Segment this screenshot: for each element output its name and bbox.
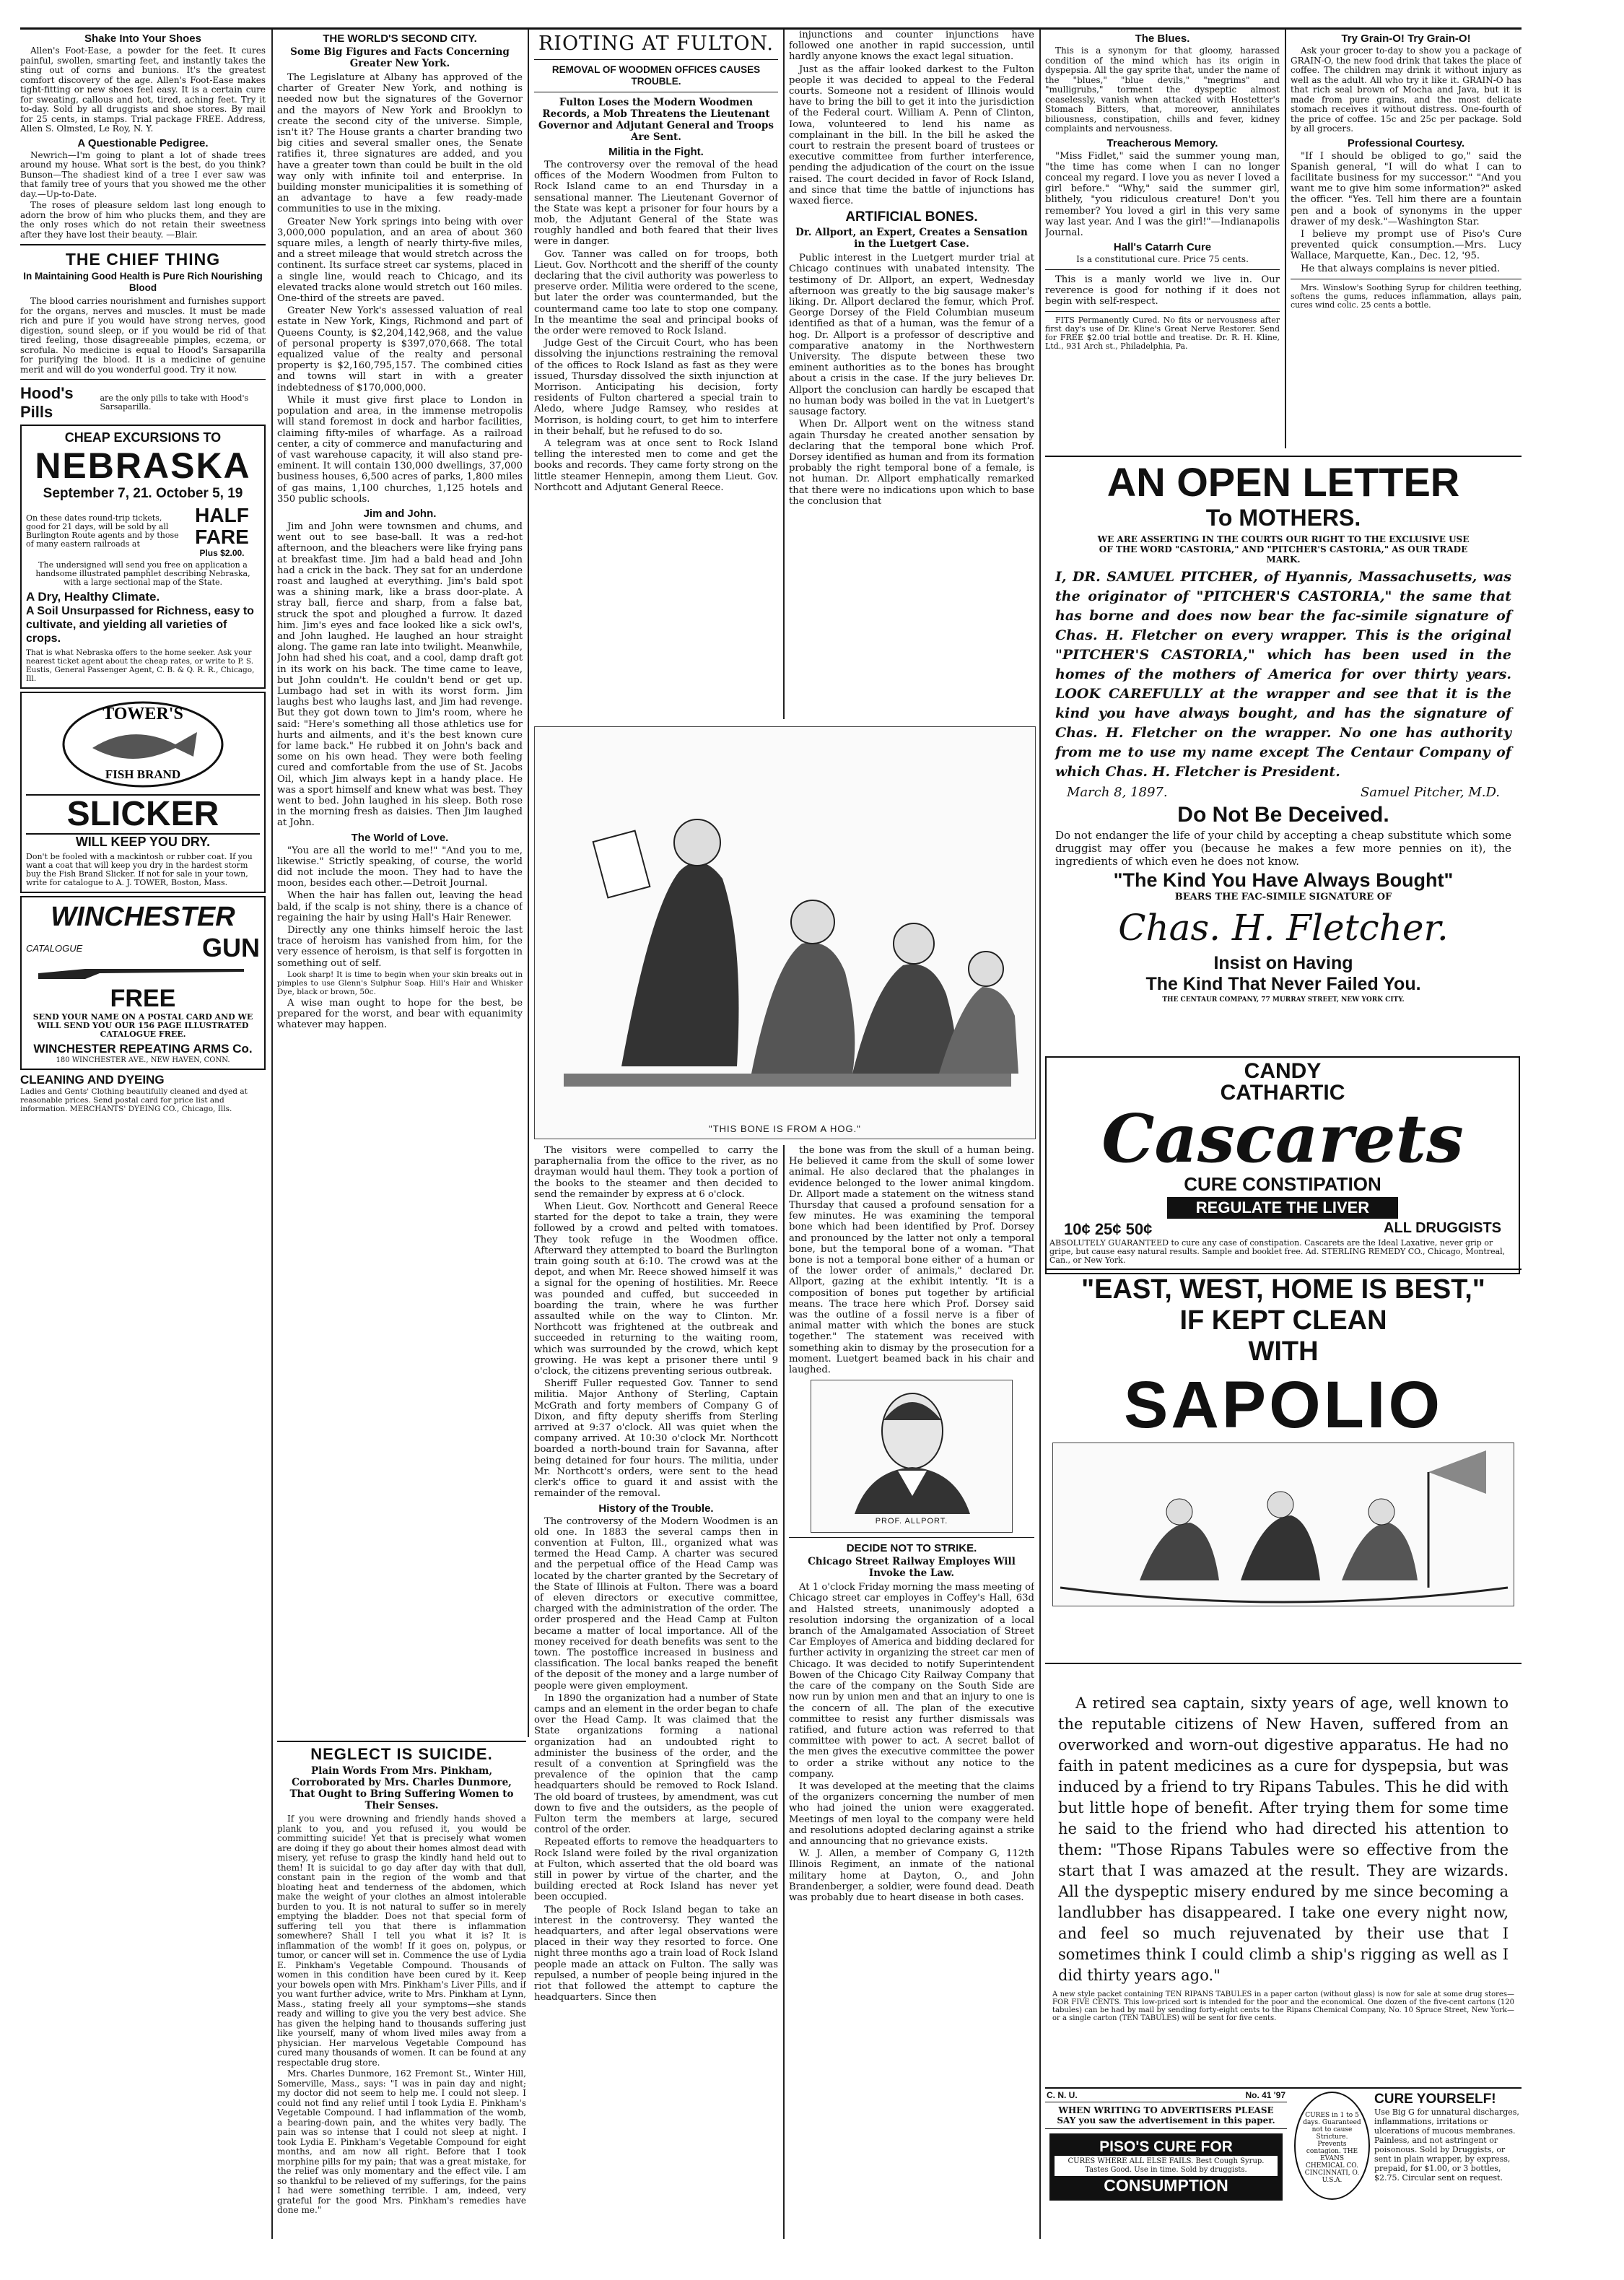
castoria-deceived: Do Not Be Deceived.: [1177, 803, 1389, 827]
winslow-text: Mrs. Winslow's Soothing Syrup for children teething, softens the gums, reduces inflammation, allays pain, cures wind colic. 25 cents a bottle.: [1291, 282, 1522, 310]
fulton-paragraph: The people of Rock Island began to take an interest in the controversy. They wanted the headquarters, and after legal observations were placed in their way they resorted to force. One night three months ago a train load of Rock Island people made an attack on Fulton. The sally was repulsed, a number of people being injured in the riot that followed the attempt to capture the headquarters. Since then: [534, 1904, 778, 2003]
fulton-paragraph: Judge Gest of the Circuit Court, who has been dissolving the injunctions restraining the removal of the offices to Rock Island as fast as they were issued, Thursday dissolved the sixth injunction at Morrison. Anticipating his decision, forty residents of Fulton chartered a special train to Aledo, where Judge Ramsey, who resides at Morrison, is holding court, to get him to interfere in their behalf, but he refused to do so.: [534, 338, 778, 437]
winchester-name: WINCHESTER: [51, 902, 235, 932]
cascarets-guarantee: ABSOLUTELY GUARANTEED to cure any case of constipation. Cascarets are the Ideal Laxative, never grip or gripe, but cause easy natural results. Sample and booklet free. Ad. STERLING REMEDY CO., Chicago, Montreal, Can., or New York.: [1049, 1238, 1506, 1265]
nebraska-soil: A Soil Unsurpassed for Richness, easy to cultivate, and yielding all varieties of crops.: [26, 605, 254, 645]
cure-yourself-text: Use Big G for unnatural discharges, inflammations, irritations or ulcerations of mucous membranes. Painless, and not astringent or poisonous. Sold by Druggists, or sent in plain wrapper, by express, prepaid, for $1.00, or 3 bottles, $2.75. Circular sent on request.: [1374, 2107, 1519, 2183]
slicker-title: SLICKER: [26, 794, 260, 835]
neglect-paragraph: Mrs. Charles Dunmore, 162 Fremont St., Winter Hill, Somerville, Mass., says: "I was in pain day and night; my doctor did not seem to help me. I could not sleep. I could not find any relief until I took Lydia E. Pinkham's Vegetable Compound. I had inflammation of the womb, a bearing-down pain, and the whites very badly. The pain was so intense that I could not sleep at night. I took Lydia E. Pinkham's Vegetable Compound for eight months, and am now all right. Before that I took morphine pills for my pain; that was a great mistake, for the relief was only momentary and the effect vile. I am so thankful to be relieved of my sufferings, for the pains I had were something terrible. I am, indeed, very grateful for the good Mrs. Pinkham's remedies have done me.": [277, 2068, 526, 2215]
column-5: [1045, 30, 1280, 448]
winchester-send: SEND YOUR NAME ON A POSTAL CARD AND WE WILL SEND YOU OUR 156 PAGE ILLUSTRATED CATALOGUE FREE.: [32, 1012, 253, 1039]
fulton-paragraph: The visitors were compelled to carry the paraphernalia from the office to the river, as no drayman would haul them. They took a portion of the books to the steamer and then decided to send the remainder by express at 6 o'clock.: [534, 1145, 778, 1200]
bones-paragraph: the bone was from the skull of a human being. He believed it came from the skull of some lower animal. He also declared that the phalanges in evidence belonged to the lower animal kingdom. Dr. Allport made a statement on the witness stand Thursday that caused a profound sensation for a few minutes. He was examining the temporal bone which had been identified by Prof. Dorsey and pronounced by the latter not only a temporal bone, but the temporal bone of a woman. "That bone is not a temporal bone either of a human or of the lower order of animals," declared Dr. Allport, gazing at the exhibit intently. "It is a composition of bones put together by artificial means. The trace here which Prof. Dorsey said was the outline of a fossil nerve is a fiber of animal matter with which the bones are stuck together." The statement was received with something akin to dismay by the prosecution for a moment. Luetgert beamed back in his chair and laughed.: [789, 1145, 1034, 1376]
sapolio-line1: "EAST, WEST, HOME IS BEST,": [1081, 1274, 1485, 1305]
nebraska-dates: September 7, 21. October 5, 19: [43, 486, 243, 501]
piso-consumption: CONSUMPTION: [1104, 2176, 1228, 2195]
fulton-paragraph: Gov. Tanner was called on for troops, both Lieut. Gov. Northcott and the sheriff of the county declaring that the civil authority was powerless to preserve order. Militia were ordered to the scene, but later the order was countermanded, but the countermand came too late to stop one company. In the meantime the seal and principal books of the order were removed to Rock Island.: [534, 248, 778, 337]
bones-paragraph: When Dr. Allport went on the witness stand again Thursday he created another sensation by declaring that the temporal bone which Prof. Dorsey identified as human and from its formation probably the right temporal bone of a female, is not human. Dr. Allport emphatically remarked that there were no indications upon which to base the conclusion that: [789, 419, 1034, 507]
winchester-free: FREE: [110, 985, 176, 1012]
castoria-assert: WE ARE ASSERTING IN THE COURTS OUR RIGHT TO THE EXCLUSIVE USE OF THE WORD "CASTORIA," AND "PITCHER'S CASTORIA," AS OUR TRADE MARK.: [1097, 534, 1470, 565]
column-4-top: [789, 30, 1034, 719]
hoods-pills-name: Hood's Pills: [20, 384, 74, 421]
pitied-text: He that always complains is never pitied.: [1301, 263, 1501, 274]
rifle-icon: [35, 963, 251, 982]
nebraska-half-note: On these dates round-trip tickets, good for 21 days, will be sold by all Burlington Route agents and by those of many eastern railroads at: [26, 513, 179, 549]
cleaning-text: Ladies and Gents' Clothing beautifully cleaned and dyed at reasonable prices. Send postal card for price list and information. MERCHANTS' DYEING CO., Chicago, Ills.: [20, 1087, 248, 1113]
fulton-paragraph: The controversy over the removal of the head offices of the Modern Woodmen from Fulton to Rock Island came to an end Thursday in a sensational manner. The Lieutenant Governor of the State was kept a prisoner for four hours by a mob, the Adjutant General of the State was roughly handled and both feared that their lives were in danger.: [534, 160, 778, 248]
fulton-sub2: Fulton Loses the Modern Woodmen Records, a Mob Threatens the Lieutenant Governor and Adjutant General and Troops Are Sent.: [538, 97, 774, 143]
neglect-sub: Plain Words From Mrs. Pinkham, Corroborated by Mrs. Charles Dunmore, That Ought to Bring Suffering Women to Their Senses.: [289, 1765, 514, 1811]
fulton-paragraph: The controversy of the Modern Woodmen is an old one. In 1883 the several camps then in convention at Fulton, Ill., organized what was termed the Head Camp. A charter was secured and the perpetual office of the Head Camp was located by the charter granted by the Secretary of the State of Illinois at Fulton. There was a board of eleven directors or executive committee, charged with the administration of the order. The order prospered and the Head Camp at Fulton became a matter of local importance. All of the money received for death benefits was sent to the town. The postoffice increased in business and classification. The local banks reaped the benefit of the deposit of the money and a large number of people were given employment.: [534, 1515, 778, 1692]
ripans-note: A new style packet containing TEN RIPANS TABULES in a paper carton (without glass) is now for sale at some drug stores—FOR FIVE CENTS. This low-priced sort is intended for the poor and the economical. One dozen of the five-cent cartons (120 tabules) can be had by mail by sending forty-eight cents to the Ripans Chemical Company, No. 10 Spruce Street, New York—or a single carton (TEN TABULES) will be sent for five cents.: [1052, 1990, 1514, 2022]
piso-sub: CURES WHERE ALL ELSE FAILS. Best Cough Syrup. Tastes Good. Use in time. Sold by druggists.: [1055, 2156, 1278, 2176]
sapolio-line2: IF KEPT CLEAN: [1179, 1305, 1387, 1336]
fulton-paragraph: In 1890 the organization had a number of State camps and an element in the order began to chafe over the Head Camp. It was claimed that the State organizations forming a national organization had an undoubted right to administer the business of the order, and the result of a convention at Springfield was the prevalence of the opinion that the camp headquarters should be removed to Rock Island. The old board of trustees, by amendment, was cut down to five and the outsiders, as the people of Fulton term the members at large, secured control of the order.: [534, 1692, 778, 1836]
column-rule: [783, 1145, 785, 2239]
piso-title: PISO'S CURE FOR: [1099, 2138, 1233, 2155]
cascarets-candy: CANDY: [1244, 1059, 1322, 1083]
city-sub: Some Big Figures and Facts Concerning Greater New York.: [290, 46, 510, 69]
shake-title: Shake Into Your Shoes: [84, 32, 201, 45]
sapolio-name: SAPOLIO: [1123, 1368, 1444, 1442]
winchester-ad: [20, 896, 266, 1070]
jim-text: Jim and John were townsmen and chums, and went out to see base-ball. It was a red-hot afternoon, and the bleachers were like frying pans at breakfast time. Jim had a bald head and John had a crick in the back. They sat for an underdone roast and laughed at everything. Jim's bald spot was a shining mark, like a brass door-plate. A stray ball, fierce and sharp, from a false bat, struck the spot and ploughed a furrow. It dazed him. Jim's eyes and face looked like a sick owl's, and John laughed. He laughed an hour straight along. The game ran late into twilight. Meanwhile, John had shed his coat, and a cool, damp draft got in its work on his back. The time came to leave, but John couldn't. He couldn't bend or get up. Lumbago had set in with its worst form. Jim laughs best who laughs last, and Jim had revenge. But they got down town to Jim's room, where he said: "Here's something all those athletics use for hurts and ailments, and it's the best known cure for lame back." He rubbed it on John's back and some on his own head. They were both feeling cured and comfortable from the use of St. Jacobs Oil, which Jim always kept in a handy place. He was a sport himself and knew what was best. They went to bed. John laughed in his sleep. Both rose in the morning fresh as daisies. Then Jim laughed at John.: [277, 521, 523, 829]
wise-text: A wise man ought to hope for the best, be prepared for the worst, and bear with equanimity whatever may happen.: [277, 997, 523, 1031]
cascarets-prices: 10¢ 25¢ 50¢: [1064, 1220, 1153, 1238]
column-rule: [271, 30, 273, 2239]
column-4-bottom: [789, 1145, 1034, 2239]
pedigree-title: A Questionable Pedigree.: [77, 136, 209, 149]
love-title: The World of Love.: [351, 831, 449, 844]
cascarets-ad: [1045, 1056, 1520, 1274]
memory-title: Treacherous Memory.: [1106, 136, 1218, 149]
chief-title: THE CHIEF THING: [65, 250, 221, 269]
nebraska-plus: Plus $2.00.: [199, 548, 245, 558]
manly-text: This is a manly world we live in. Our reverence is good for nothing if it does not begin with self-respect.: [1045, 274, 1280, 308]
big-g-ad: [1294, 2092, 1522, 2236]
city-paragraph: While it must give first place to London in population and area, in the immense metropolis will stand foremost in dock and harbor facilities, claiming fifty-miles of wharfage. As a railroad center, a city of commerce and manufacturing and of vast warehouse capacity, it will also stand pre-eminent. It will contain 130,000 dwellings, 37,000 business houses, 6,500 acres of parks, 1,800 miles of gas mains, 1,100 churches, 1,125 hotels and 350 public schools.: [277, 394, 523, 505]
catarrh-title: Hall's Catarrh Cure: [1113, 241, 1212, 254]
nebraska-state: NEBRASKA: [35, 445, 251, 486]
militia-title: Militia in the Fight.: [608, 146, 704, 158]
city-paragraph: Greater New York's assessed valuation of real estate in New York, Kings, Richmond and part of Queens County, is $2,204,142,968, and the value of personal property is $397,070,668. The total equalized value of the realty and personal property is $2,160,795,157. The combined cities and towns will start in with a greater indebtedness of $170,000,000.: [277, 305, 523, 393]
castoria-body: I, DR. SAMUEL PITCHER, of Hyannis, Massachusetts, was the originator of "PITCHER'S CASTORIA," the same that has borne and does now bear the fac-simile signature of Chas. H. Fletcher on every wrapper. This is the original "PITCHER'S CASTORIA," which has been used in the homes of the mothers of America for over thirty years. LOOK CAREFULLY at the wrapper and see that it is the kind you have always bought, and has the signature of Chas. H. Fletcher on the wrapper. No one has authority from me to use my name except The Centaur Company of which Chas. H. Fletcher is President.: [1055, 569, 1511, 780]
pedigree-text: Newrich—I'm going to plant a lot of shade trees around my house. What sort is the best, do you think? Bunson—The shadiest kind of a tree I ever saw was that family tree of yours that you showed me the other day.—Up-to-Date.: [20, 149, 266, 199]
cascarets-cure: CURE CONSTIPATION: [1184, 1173, 1381, 1195]
catarrh-text: Is a constitutional cure. Price 75 cents.: [1076, 254, 1249, 265]
chief-sub: In Maintaining Good Health is Pure Rich Nourishing Blood: [23, 271, 263, 293]
sapolio-illustration: [1052, 1443, 1514, 1606]
sapolio-ad: [1045, 1269, 1522, 1660]
fulton-paragraph: Sheriff Fuller requested Gov. Tanner to send militia. Major Anthony of Sterling, Captain McGrath and forty members of Company G of Dixon, and fifty deputy sheriffs from Sterling arrived at 9:37 o'clock. All was quiet when the company arrived. At 10:30 o'clock Mr. Northcott boarded a north-bound train for Savanna, after being detained for four hours. The militia, under Mr. Northcott's orders, were sent to the head clerk's office to guard it and assist with the remainder of the removal.: [534, 1378, 778, 1500]
cleaning-ad: [20, 1073, 266, 1113]
footer-ads: [1045, 2087, 1522, 2240]
courtroom-illustration: [534, 726, 1036, 1139]
cleaning-title: CLEANING AND DYEING: [20, 1073, 165, 1087]
winchester-gun: GUN: [202, 933, 260, 962]
castoria-centaur: THE CENTAUR COMPANY, 77 MURRAY STREET, NEW YORK CITY.: [1162, 996, 1405, 1004]
nebraska-half-fare: HALF FARE: [195, 504, 249, 548]
grain-text: Ask your grocer to-day to show you a package of GRAIN-O, the new food drink that takes the place of coffee. The children may drink it without injury as well as the adult. All who try it like it. GRAIN-O has that rich seal brown of Mocha and Java, but it is made from pure grains, and the most delicate stomach receives it without distress. One-fourth of the price of coffee. 15c and 25c per package. Sold by all grocers.: [1291, 45, 1522, 134]
fulton-sub1: REMOVAL OF WOODMEN OFFICES CAUSES TROUBLE.: [551, 64, 761, 87]
castoria-bears: BEARS THE FAC-SIMILE SIGNATURE OF: [1174, 892, 1392, 902]
courtesy-title: Professional Courtesy.: [1347, 136, 1465, 149]
sapolio-line3: WITH: [1248, 1336, 1319, 1367]
hoods-pills-note: are the only pills to take with Hood's Sarsaparilla.: [100, 393, 249, 412]
evans-seal: CURES in 1 to 5 days. Guaranteed not to cause Stricture. Prevents contagion. THE EVANS CHEMICAL CO. CINCINNATI, O. U.S.A.: [1294, 2092, 1370, 2200]
fish-icon: [53, 697, 233, 791]
piso-testimonial: I believe my prompt use of Piso's Cure prevented quick consumption.—Mrs. Lucy Wallace, Marquette, Kan., Dec. 12, '95.: [1291, 228, 1522, 262]
nebraska-cheap: CHEAP EXCURSIONS TO: [64, 430, 222, 445]
courtroom-caption: "THIS BONE IS FROM A HOG.": [709, 1123, 861, 1134]
bones-sub: Dr. Allport, an Expert, Creates a Sensation in the Luetgert Case.: [795, 227, 1028, 251]
nebraska-pamphlet: The undersigned will send you free on application a handsome illustrated pamphlet describing Nebraska, with a large sectional map of the State.: [35, 560, 250, 587]
strike-paragraph: At 1 o'clock Friday morning the mass meeting of Chicago street car employes in Coffey's Hall, 63d and Halsted streets, unanimously adopted a resolution indorsing the organization of a local branch of the Amalgamated Association of Street Car Employes of America and bidding declared for further activity in organizing the street car men of Chicago. It was decided to notify Superintendent Bowen of the Chicago City Railway Company that the care of the company on the South Side are now run by union men and that an injury to one is the concern of all. The plan of the executive committee to resist any further dismissals was ratified, and future action was referred to that committee with power to act. A secret ballot of the men gives the executive committee the power to order a strike without any notice to the company.: [789, 1582, 1034, 1780]
love-text: "You are all the world to me!" "And you to me, likewise." Strictly speaking, of course, the world did not include the moon. They had to have the moon, besides each other.—Detroit Journal.: [277, 845, 523, 889]
castoria-signature: Samuel Pitcher, M.D.: [1360, 785, 1500, 800]
castoria-insist: Insist on Having: [1213, 953, 1353, 973]
hero-text: Directly any one thinks himself heroic the last trace of heroism has vanished from him, for the very essence of heroism, is that self is forgotten in something out of self.: [277, 925, 523, 969]
piso-ad: [1049, 2133, 1283, 2201]
divider: [1045, 311, 1280, 312]
castoria-kind: "The Kind You Have Always Bought": [1113, 869, 1454, 891]
slicker-note: Don't be fooled with a mackintosh or rubber coat. If you want a coat that will keep you dry in the hardest storm buy the Fish Brand Slicker. If not for sale in your town, write for catalogue to A. J. TOWER, Boston, Mass.: [26, 852, 253, 887]
nebraska-climate: A Dry, Healthy Climate.: [26, 590, 160, 604]
nebraska-ad: [20, 425, 266, 689]
column-rule: [1285, 30, 1286, 448]
history-title: History of the Trouble.: [598, 1502, 714, 1515]
cascarets-all: ALL DRUGGISTS: [1384, 1220, 1501, 1236]
column-rule: [1039, 30, 1041, 2239]
fulton-title: RIOTING AT FULTON.: [538, 32, 774, 55]
divider: [534, 59, 778, 60]
column-rule: [783, 30, 785, 719]
portrait-icon: [811, 1380, 1013, 1514]
winchester-catalogue: CATALOGUE: [26, 942, 83, 954]
courtesy-text: "If I should be obliged to go," said the Spanish general, "I will do what I can to facilitate business for my successor." "And you want me to give him some information?" asked the officer. "Yes. Tell him there are a fountain pen and a book of synonyms in the upper drawer of my desk."—Washington Star.: [1291, 150, 1522, 227]
column-3-bottom: [534, 1145, 778, 2239]
tower-name: TOWER'S: [102, 705, 183, 723]
tower-ad: [20, 692, 266, 893]
portrait-caption: PROF. ALLPORT.: [875, 1517, 948, 1526]
hoods-pills-ad: [20, 384, 266, 422]
cnu-label: C. N. U.: [1047, 2090, 1078, 2100]
nebraska-footer: That is what Nebraska offers to the home seeker. Ask your nearest ticket agent about the cheap rates, or write to P. S. Eustis, General Passenger Agent, C. B. & Q. R. R., Chicago, Ill.: [26, 648, 255, 683]
chief-text: The blood carries nourishment and furnishes support for the organs, nerves and muscles. It must be made rich and pure if you would have strong nerves, good digestion, sound sleep, or if you would be rid of that tired feeling, those disagreeable pimples, eczema, or scrofula. No medicine is equal to Hood's Sarsaparilla for purifying the blood. It is a medicine of genuine merit and will do you wonderful good. Try it now.: [20, 296, 266, 375]
courtroom-scene-icon: [535, 727, 1035, 1139]
castoria-title2: To MOTHERS.: [1205, 505, 1361, 531]
cascarets-regulate: REGULATE THE LIVER: [1167, 1197, 1398, 1219]
hair-text: When the hair has fallen out, leaving the head bald, if the scalp is not shiny, there is a chance of regaining the hair by using Hall's Hair Renewer.: [277, 890, 523, 923]
fits-text: FITS Permanently Cured. No fits or nervousness after first day's use of Dr. Kline's Great Nerve Restorer. Send for FREE $2.00 trial bottle and treatise. Dr. R. H. Kline, Ltd., 931 Arch st., Philadelphia, Pa.: [1045, 316, 1280, 352]
city-paragraph: The Legislature at Albany has approved of the charter of Greater New York, and nothing is needed now but the signatures of the Governor and the mayors of New York and Brooklyn to create the second city of the universe. Simple, isn't it? The House grants a charter branding two big cities and several smaller ones, the Senate ratifies it, three signatures are added, and you have a greater town than could be built in the old way only with infinite toil and enterprise. In building monster municipalities it is something of an advantage to have a few ready-made communities to use in the mixing.: [277, 72, 523, 215]
ripans-ad: [1045, 1663, 1522, 2083]
boat-scene-icon: [1053, 1443, 1515, 1606]
cascarets-cathartic: CATHARTIC: [1220, 1081, 1345, 1105]
strike-paragraph: It was developed at the meeting that the claims of the organizers concerning the number of men who had joined the union were exaggerated. Meetings of men loyal to the company were held and resolutions adopted declaring against a strike and announcing that no grievance exists.: [789, 1780, 1034, 1847]
column-2: [277, 30, 523, 1737]
ripans-text: A retired sea captain, sixty years of age, well known to the reputable citizens of New Haven, suffered from an overworked and worn-out digestive apparatus. He had no faith in patent medicines as a cure for dyspepsia, but was induced by a friend to try Ripans Tabules. This he did with but little hope of benefit. After trying them for some time he said to the friend who had directed his attention to them: "Those Ripans Tabules were so effective from the start that I was amazed at the result. They are wizards. All the dyspeptic misery endured by me since becoming a landlubber has disappeared. I take one every night now, and feel so much rejuvenated by their use that I sometimes think I could climb a ship's rigging as well as I did thirty years ago.": [1058, 1694, 1509, 1984]
column-rule: [528, 30, 529, 1737]
strike-title: DECIDE NOT TO STRIKE.: [846, 1542, 977, 1555]
shake-text: Allen's Foot-Ease, a powder for the feet. It cures painful, swollen, smarting feet, and instantly takes the sting out of corns and bunions. It's the greatest comfort discovery of the age. Allen's Foot-Ease makes tight-fitting or new shoes feel easy. It is a certain cure for sweating, callous and hot, tired, aching feet. Try it to-day. Sold by all druggists and shoe stores. By mail for 25 cents, in stamps. Trial package FREE. Address, Allen S. Olmsted, Le Roy, N. Y.: [20, 45, 266, 134]
blues-title: The Blues.: [1135, 32, 1190, 45]
injunction-paragraph: Just as the affair looked darkest to the Fulton people it was decided to appeal to the Federal courts. Someone not a resident of Illinois would have to bring the bill to get it into the jurisdiction of the Federal court. William A. Penn of Clinton, Iowa, volunteered to lend his name as complainant in the bill. In the bill he asked the court to restrain the present board of trustees or executive committee from further interference, pending the adjudication of the court on the issue raised. The court decided in favor of Rock Island, and since that time the battle of injunctions has waxed fierce.: [789, 64, 1034, 207]
fletcher-signature: Chas. H. Fletcher.: [1118, 907, 1449, 949]
sulphur-text: Look sharp! It is time to begin when your skin breaks out in pimples to use Glenn's Sulphur Soap. Hill's Hair and Whisker Dye, black or brown, 50c.: [277, 970, 523, 996]
castoria-deceived-text: Do not endanger the life of your child by accepting a cheap substitute which some druggist may offer you (because he makes a few more pennies on it), the ingredients of which even he does not know.: [1055, 829, 1511, 868]
strike-paragraph: W. J. Allen, a member of Company G, 112th Illinois Regiment, an inmate of the national military home at Dayton, O., and John Brandenberger, a soldier, were found dead. Death was probably due to heart disease in both cases.: [789, 1848, 1034, 1903]
cure-yourself-title: CURE YOURSELF!: [1374, 2092, 1496, 2107]
issue-number: No. 41 '97: [1245, 2090, 1285, 2100]
allport-portrait: [811, 1380, 1013, 1533]
divider: [20, 244, 266, 245]
castoria-date: March 8, 1897.: [1067, 785, 1168, 800]
fulton-paragraph: When Lieut. Gov. Northcott and General Reece started for the depot to take a train, they were followed by a crowd and pelted with tomatoes. They took refuge in the Woodmen office. Afterward they attempted to board the Burlington train going south at 6:10. The crowd was at the depot, and when Mr. Reece showed himself it was a signal for the opening of hostilities. Mr. Reece was pounded and cuffed, but succeeded in boarding the train, where he was further assaulted while on the way to Clinton. Mr. Northcott was frightened at the outbreak and succeeded in returning to the waiting room, which was surrounded by the crowd, which kept growing. He was kept a prisoner there until 9 o'clock, the citizens preventing serious outbreak.: [534, 1201, 778, 1378]
writing-note: WHEN WRITING TO ADVERTISERS PLEASE SAY you saw the advertisement in this paper.: [1045, 2102, 1287, 2129]
roses-text: The roses of pleasure seldom last long enough to adorn the brow of him who plucks them, and they are the only roses which do not retain their sweetness after they have lost their beauty. —Blair.: [20, 200, 266, 240]
slicker-sub: WILL KEEP YOU DRY.: [75, 835, 211, 849]
column-6: [1291, 30, 1522, 448]
bones-paragraph: Public interest in the Luetgert murder trial at Chicago continues with unabated intensity. The testimony of Dr. Allport, an expert, Wednesday afternoon was greatly to the big sausage maker's liking. Dr. Allport declared the femur, which Prof. George Dorsey of the Field Columbian museum identified as that of a human, was the femur of a hog. Dr. Allport is a professor of descriptive and comparative anatomy in the Northwestern University. The dispute between these two eminent authorities as to the bones has brought about a crisis in the case. If the jury believes Dr. Allport the conclusion can hardly be escaped that no human body was boiled in the vat in Luetgert's sausage factory.: [789, 253, 1034, 418]
divider: [1045, 269, 1280, 270]
tower-fish: FISH BRAND: [105, 767, 181, 781]
fulton-paragraph: A telegram was at once sent to Rock Island telling the interested men to come and get the books and records. They came forty strong on the little steamer Hennepin, among them Lieut. Gov. Northcott and Adjutant General Reece.: [534, 438, 778, 493]
grain-title: Try Grain-O! Try Grain-O!: [1341, 32, 1471, 45]
divider: [789, 1537, 1034, 1538]
neglect-paragraph: If you were drowning and friendly hands shoved a plank to you, and you refused it, you would be committing suicide! Yet that is precisely what women are doing if they go about their homes almost dead with misery, yet refuse to grasp the kindly hand held out to them! It is suicidal to go day after day with that dull, constant pain in the region of the womb and that bloating heat and tenderness of the abdomen, which make the weight of your clothes an almost intolerable burden to you. It is not natural to suffer so in merely emptying the bladder. Does not that special form of suffering tell you that there is inflammation somewhere? Shall I tell you what it is? It is inflammation of the womb! If it goes on, polypus, or tumor, or cancer will set in. Commence the use of Lydia E. Pinkham's Vegetable Compound. Thousands of women in this condition have been cured by it. Keep your bowels open with Mrs. Pinkham's Liver Pills, and if you want further advice, write to Mrs. Pinkham at Lynn, Mass., stating freely all your symptoms—she stands ready and willing to give you the very best advice. She has given the helping hand to thousands suffering just like yourself, many of whom lived miles away from a physician. Her marvelous Vegetable Compound has cured many thousands of women. It can be found at any respectable drug store.: [277, 1814, 526, 2068]
column-1: [20, 30, 266, 2239]
newspaper-page: [20, 27, 1522, 2239]
pinkham-ad: [277, 1741, 526, 2240]
jim-title: Jim and John.: [363, 507, 437, 520]
bones-title: ARTIFICIAL BONES.: [845, 209, 978, 225]
castoria-title: AN OPEN LETTER: [1106, 459, 1460, 505]
city-title: THE WORLD'S SECOND CITY.: [323, 32, 477, 45]
city-paragraph: Greater New York springs into being with over 3,000,000 population, and an area of about 360 square miles, a length of nearly thirty-five miles, and a street mileage that would stretch across the continent. Its surface street car systems, placed in a single line, would reach to Chicago, and its elevated tracks alone would stretch out 160 miles. One-third of the streets are paved.: [277, 216, 523, 305]
injunction-paragraph: injunctions and counter injunctions have followed one another in rapid succession, until hardly anyone knows the exact legal situation.: [789, 30, 1034, 63]
cascarets-name: Cascarets: [1101, 1100, 1464, 1178]
neglect-title: NEGLECT IS SUICIDE.: [310, 1745, 493, 1763]
winchester-address: 180 WINCHESTER AVE., NEW HAVEN, CONN.: [56, 1056, 230, 1064]
winchester-company: WINCHESTER REPEATING ARMS Co.: [33, 1042, 253, 1056]
strike-sub: Chicago Street Railway Employes Will Invoke the Law.: [808, 1556, 1016, 1580]
castoria-ad: [1045, 456, 1522, 1049]
divider: [20, 379, 266, 380]
castoria-never: The Kind That Never Failed You.: [1145, 974, 1421, 994]
blues-text: This is a synonym for that gloomy, harassed condition of the mind which has its origin in dyspepsia. All the gay sprite that, under the name of the "blues," "blue devils," "megrims" and "mulligrubs," torment the dyspeptic almost ceaselessly, vanish when attacked with Hostetter's Stomach Bitters, that, moreover, annihilates biliousness, constipation, chills and fever, kidney complaints and nervousness.: [1045, 45, 1280, 134]
fulton-paragraph: Repeated efforts to remove the headquarters to Rock Island were foiled by the rival organization at Fulton, which asserted that the old board was still in power by virtue of the charter, and the building erected at Rock Island has never yet been occupied.: [534, 1837, 778, 1903]
memory-text: "Miss Fidlet," said the summer young man, "the time has come when I can no longer conceal my regard. I love you as never I loved a girl before." "Why," said the summer girl, blithely, "you ridiculous creature! Don't you remember? You loved a girl in this very same way last year. And I was the girl!"—Indianapolis Journal.: [1045, 150, 1280, 238]
